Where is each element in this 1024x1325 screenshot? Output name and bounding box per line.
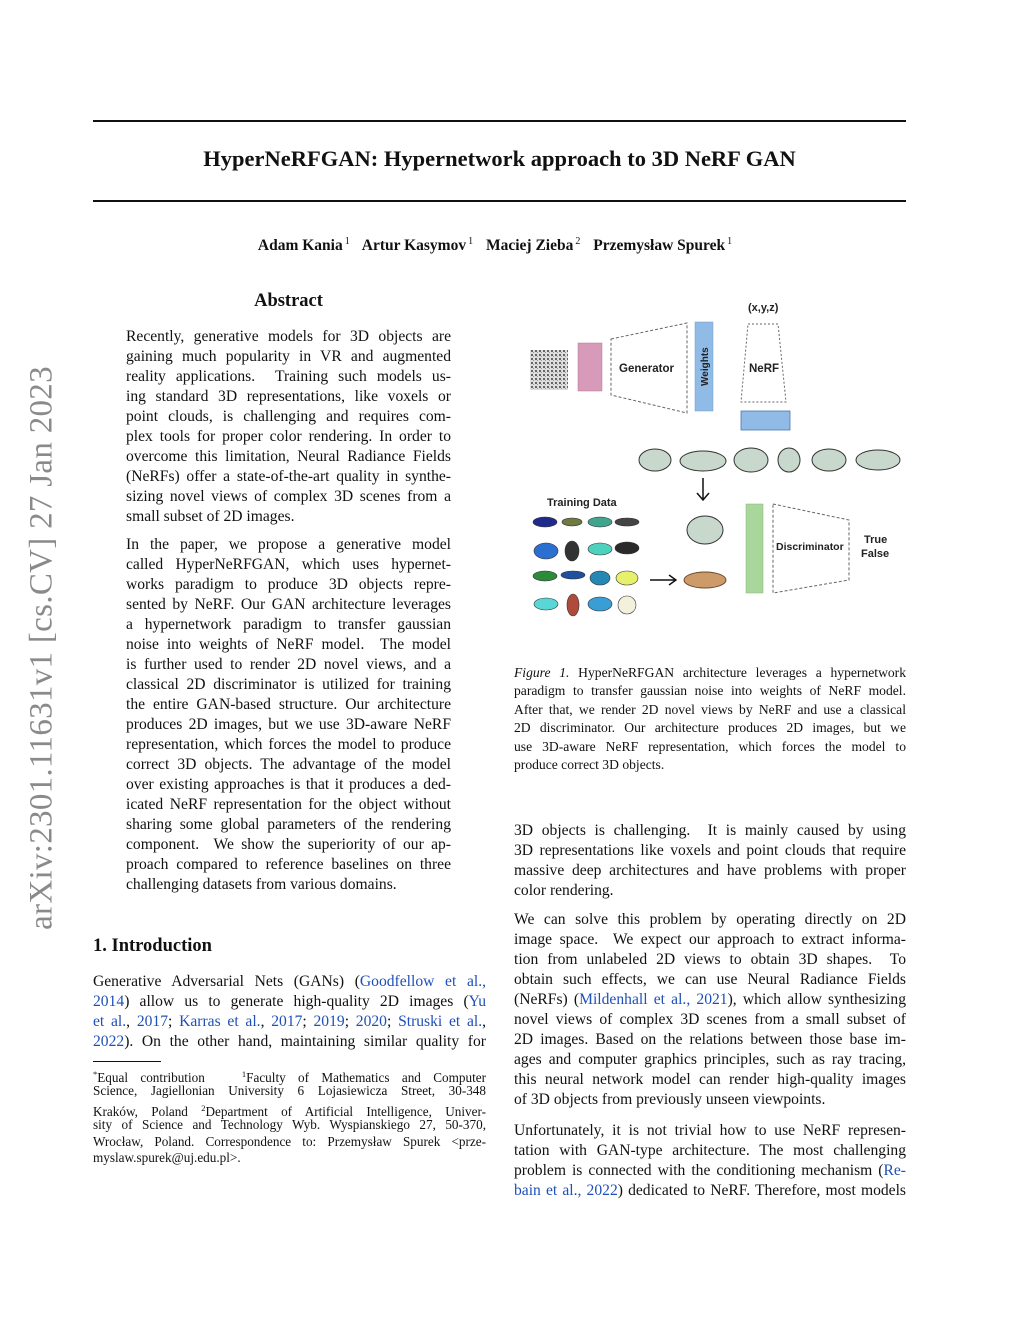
citation-link[interactable]: Karras et al. <box>179 1013 261 1030</box>
generator-label: Generator <box>619 363 674 375</box>
text-line <box>93 1134 486 1151</box>
text-run: ; <box>302 1013 314 1030</box>
citation-link[interactable]: 2014 <box>93 993 125 1010</box>
text-line <box>126 655 451 675</box>
text-line <box>514 821 906 841</box>
text-run: We can solve this problem by operating directly on 2D <box>514 911 906 928</box>
text-run: called HyperNeRFGAN, which uses hypernet- <box>126 556 451 573</box>
text-run: challenging datasets from various domains. <box>126 876 397 893</box>
text-run: Wrocław, Poland. Correspondence to: Przemysław Spurek <prze- <box>93 1133 486 1149</box>
text-run: , <box>260 1013 272 1030</box>
text-run: Science, Jagiellonian University 6 Lojasiewicza Street, 30-348 <box>93 1082 486 1098</box>
text-line <box>514 861 906 881</box>
rendered-views <box>639 448 900 472</box>
text-line <box>514 1121 906 1141</box>
text-run: Generative Adversarial Nets (GANs) ( <box>93 973 360 990</box>
author-affiliation: 1 <box>727 236 733 247</box>
text-run: works paradigm to produce 3D objects repre- <box>126 576 451 593</box>
text-line <box>126 535 451 555</box>
text-line <box>126 835 451 855</box>
arxiv-stamp: arXiv:2301.11631v1 [cs.CV] 27 Jan 2023 <box>23 366 60 930</box>
text-line <box>514 841 906 861</box>
text-line <box>93 972 486 992</box>
text-line <box>126 815 451 835</box>
citation-link[interactable]: 2017 <box>136 1013 168 1030</box>
text-line <box>514 1090 906 1110</box>
footnote-marker: 2 <box>201 1102 206 1113</box>
citation-link[interactable]: Yu <box>468 993 486 1010</box>
text-line <box>126 447 451 467</box>
text-line <box>126 595 451 615</box>
text-run: ing standard 3D representations, like voxels or <box>126 388 451 405</box>
text-run: ; <box>344 1013 356 1030</box>
citation-link[interactable]: 2022 <box>93 1033 125 1050</box>
footnote-marker: * <box>93 1069 98 1079</box>
noise-input <box>530 350 568 390</box>
text-line <box>514 1181 906 1201</box>
text-run: component. We show the superiority of our ap- <box>126 836 451 853</box>
text-line <box>514 682 906 700</box>
footnote-rule <box>93 1061 161 1062</box>
text-run: noise into weights of NeRF model. The model <box>126 636 451 653</box>
right-paragraph-2 <box>514 910 906 1110</box>
citation-link[interactable]: bain et al., 2022 <box>514 1182 618 1199</box>
text-line <box>126 367 451 387</box>
text-line <box>93 1032 486 1052</box>
weights-label: Weights <box>700 347 711 386</box>
text-run: correct 3D objects. The advantage of the model <box>126 756 451 773</box>
text-line <box>126 615 451 635</box>
text-run: 3D objects is challenging. It is mainly caused by using <box>514 822 906 839</box>
generated-car <box>687 516 723 544</box>
text-run: (NeRFs) offer a state-of-the-art quality in synthe- <box>126 468 451 485</box>
text-run: sizing novel views of complex 3D scenes from a <box>126 488 451 505</box>
text-run: myslaw.spurek@uj.edu.pl>. <box>93 1150 241 1166</box>
paper-title: HyperNeRFGAN: Hypernetwork approach to 3D NeRF GAN <box>203 146 796 171</box>
text-run: proach compared to reference baselines on three <box>126 856 451 873</box>
text-run: plex tools for proper color rendering. In order to <box>126 428 451 445</box>
intro-paragraph-1 <box>93 972 486 1052</box>
text-line <box>514 756 906 774</box>
text-run: Department of Artificial Intelligence, Univer- <box>205 1103 486 1119</box>
text-run: sity of Science and Technology Wyb. Wyspianskiego 27, 50-370, <box>93 1116 486 1132</box>
text-line <box>126 427 451 447</box>
rendered-car <box>680 451 726 471</box>
text-line <box>126 875 451 895</box>
text-run: overcome this limitation, Neural Radiance Fields <box>126 448 451 465</box>
author-affiliation: 1 <box>468 236 474 247</box>
section-heading-introduction: 1. Introduction <box>93 936 212 956</box>
text-line <box>93 1100 486 1117</box>
text-line <box>126 855 451 875</box>
text-run: After that, we render 2D novel views by NeRF and use a classical <box>514 701 906 717</box>
text-line <box>514 1070 906 1090</box>
text-run: ; <box>168 1013 180 1030</box>
text-run: ) allow us to generate high-quality 2D images ( <box>124 993 469 1010</box>
text-line <box>514 970 906 990</box>
architecture-diagram <box>515 290 915 630</box>
text-run: reality applications. Training such models us- <box>126 368 451 385</box>
text-line <box>93 1066 486 1083</box>
text-run: (NeRFs) ( <box>514 991 580 1008</box>
text-run: In the paper, we propose a generative model <box>126 536 451 553</box>
text-run: image space. We expect our approach to extract informa- <box>514 931 906 948</box>
text-line <box>93 1117 486 1134</box>
text-run: this neural network model can render high-quality images <box>514 1071 906 1088</box>
latent-vector <box>578 343 602 391</box>
text-line <box>126 775 451 795</box>
text-line <box>514 1141 906 1161</box>
text-run: ), which allow synthesizing <box>727 991 906 1008</box>
rendered-car <box>856 450 900 470</box>
text-line <box>126 347 451 367</box>
text-run: novel views of complex 3D scenes from a small subset of <box>514 1011 906 1028</box>
text-line <box>93 1083 486 1100</box>
citation-link[interactable]: et al. <box>93 1013 127 1030</box>
text-line <box>126 715 451 735</box>
nerf-output-layer <box>741 411 790 430</box>
nerf-label: NeRF <box>749 363 780 375</box>
text-run: color rendering. <box>514 882 614 899</box>
top-rule <box>93 120 906 122</box>
real-car <box>684 572 726 588</box>
text-run: Unfortunately, it is not trivial how to use NeRF represen- <box>514 1122 906 1139</box>
text-run: icated NeRF representation for the object without <box>126 796 451 813</box>
title-bottom-rule <box>93 200 906 202</box>
text-run: tion from unlabeled 2D views to obtain 3D shapes. To <box>514 951 906 968</box>
text-run: gaining much popularity in VR and augmented <box>126 348 451 365</box>
citation-link[interactable]: 2017 <box>271 1013 303 1030</box>
text-line <box>514 664 906 682</box>
author-name: Artur Kasymov <box>361 237 467 254</box>
text-run: produce correct 3D objects. <box>514 756 665 772</box>
abstract-heading: Abstract <box>254 291 323 311</box>
text-line <box>514 1030 906 1050</box>
text-run: obtain such effects, we can use Neural Radiance Fields <box>514 971 906 988</box>
text-run: paradigm to transfer gaussian noise into weights of NeRF model. <box>514 683 906 699</box>
citation-link[interactable]: 2020 <box>355 1013 387 1030</box>
text-line <box>514 910 906 930</box>
text-line <box>514 1161 906 1181</box>
text-run: massive deep architectures and have problems with proper <box>514 862 906 879</box>
abstract-paragraph-1 <box>126 327 451 527</box>
text-run: HyperNeRFGAN architecture leverages a hypernetwork <box>569 665 907 680</box>
text-line <box>126 575 451 595</box>
citation-link[interactable]: Mildenhall et al., 2021 <box>579 991 728 1008</box>
text-line <box>126 795 451 815</box>
text-line <box>514 990 906 1010</box>
text-line <box>93 1012 486 1032</box>
text-run: small subset of 2D images. <box>126 508 295 525</box>
text-line <box>514 719 906 737</box>
rendered-car <box>812 449 846 471</box>
author-list <box>93 236 906 255</box>
text-line <box>126 327 451 347</box>
discriminator-input <box>746 504 763 593</box>
text-run: point clouds, is challenging and requires com- <box>126 408 451 425</box>
text-run: use 3D-aware NeRF representation, which forces the model to <box>514 738 906 754</box>
text-run: produces 2D images, but we use 3D-aware NeRF <box>126 716 451 733</box>
abstract-paragraph-2 <box>126 535 451 895</box>
text-run: tation with GAN-type architecture. The most challenging <box>514 1142 906 1159</box>
text-run: Equal contribution <box>97 1070 242 1085</box>
text-run: ) dedicated to NeRF. Therefore, most models <box>617 1182 906 1199</box>
citation-link[interactable]: 2019 <box>313 1013 345 1030</box>
text-line <box>93 1150 486 1167</box>
text-run: the entire GAN-based structure. Our architecture <box>126 696 451 713</box>
author-name: Przemysław Spurek <box>593 237 726 254</box>
text-line <box>126 675 451 695</box>
figure-architecture-diagram <box>515 290 915 630</box>
right-arrow <box>650 575 676 585</box>
text-line <box>126 555 451 575</box>
text-line <box>514 738 906 756</box>
text-run: Kraków, Poland <box>93 1103 202 1119</box>
text-line <box>514 930 906 950</box>
citation-link[interactable]: Goodfellow et al., <box>359 973 487 990</box>
text-line <box>514 1050 906 1070</box>
rendered-car <box>639 449 671 471</box>
text-run: ages and computer graphics principles, such as ray tracing, <box>514 1051 906 1068</box>
text-run: problem is connected with the conditioning mechanism ( <box>514 1162 884 1179</box>
text-run: 3D representations like voxels and point clouds that require <box>514 842 906 859</box>
text-line <box>514 701 906 719</box>
training-data-label: Training Data <box>547 497 617 509</box>
text-line <box>126 755 451 775</box>
text-line <box>93 992 486 1012</box>
text-run: is further used to render 2D novel views, and a <box>126 656 451 673</box>
false-label: False <box>861 548 890 560</box>
text-run: classical 2D discriminator is utilized for training <box>126 676 451 693</box>
citation-link[interactable]: Struski et al. <box>398 1013 483 1030</box>
xyz-label: (x,y,z) <box>748 302 779 314</box>
true-label: True <box>864 534 888 546</box>
text-line <box>126 735 451 755</box>
text-line <box>126 507 451 527</box>
down-arrow <box>697 478 709 500</box>
text-line <box>514 881 906 901</box>
text-run: of 3D objects from previously unseen viewpoints. <box>514 1091 826 1108</box>
text-run: sented by NeRF. Our GAN architecture leverages <box>126 596 451 613</box>
text-run: , <box>482 1013 487 1030</box>
text-line <box>514 950 906 970</box>
text-run: 2D discriminator. Our architecture produces 2D images, but we <box>514 720 906 736</box>
text-run: 2D images. Based on the relations between those base im- <box>514 1031 906 1048</box>
footnote <box>93 1066 486 1167</box>
figure-caption <box>514 664 906 774</box>
figure-label: Figure 1. <box>514 665 570 680</box>
text-line <box>126 695 451 715</box>
rendered-car <box>734 448 768 472</box>
text-line <box>126 467 451 487</box>
right-paragraph-1 <box>514 821 906 901</box>
text-run: ; <box>386 1013 399 1030</box>
author-affiliation: 1 <box>344 236 350 247</box>
text-run: sharing some global parameters of the rendering <box>126 816 451 833</box>
footnote-marker: 1 <box>241 1069 247 1079</box>
discriminator-label: Discriminator <box>776 541 844 553</box>
text-line <box>126 387 451 407</box>
training-data-grid <box>533 517 639 616</box>
text-line <box>514 1010 906 1030</box>
text-run: ). On the other hand, maintaining similar quality for <box>124 1033 486 1050</box>
author-affiliation: 2 <box>575 236 581 247</box>
text-run: a hypernetwork paradigm to transfer gaussian <box>126 616 451 633</box>
text-run: Recently, generative models for 3D objects are <box>126 328 451 345</box>
text-run: , <box>126 1013 137 1030</box>
text-line <box>126 407 451 427</box>
rendered-car <box>778 448 800 472</box>
text-run: Faculty of Mathematics and Computer <box>246 1070 486 1085</box>
author-name: Maciej Zieba <box>485 237 574 254</box>
text-line <box>126 487 451 507</box>
right-paragraph-3 <box>514 1121 906 1201</box>
author-name: Adam Kania <box>257 237 343 254</box>
text-line <box>126 635 451 655</box>
text-run: over existing approaches is that it produces a ded- <box>126 776 451 793</box>
text-run: representation, which forces the model to produce <box>126 736 451 753</box>
citation-link[interactable]: Re- <box>883 1162 906 1179</box>
